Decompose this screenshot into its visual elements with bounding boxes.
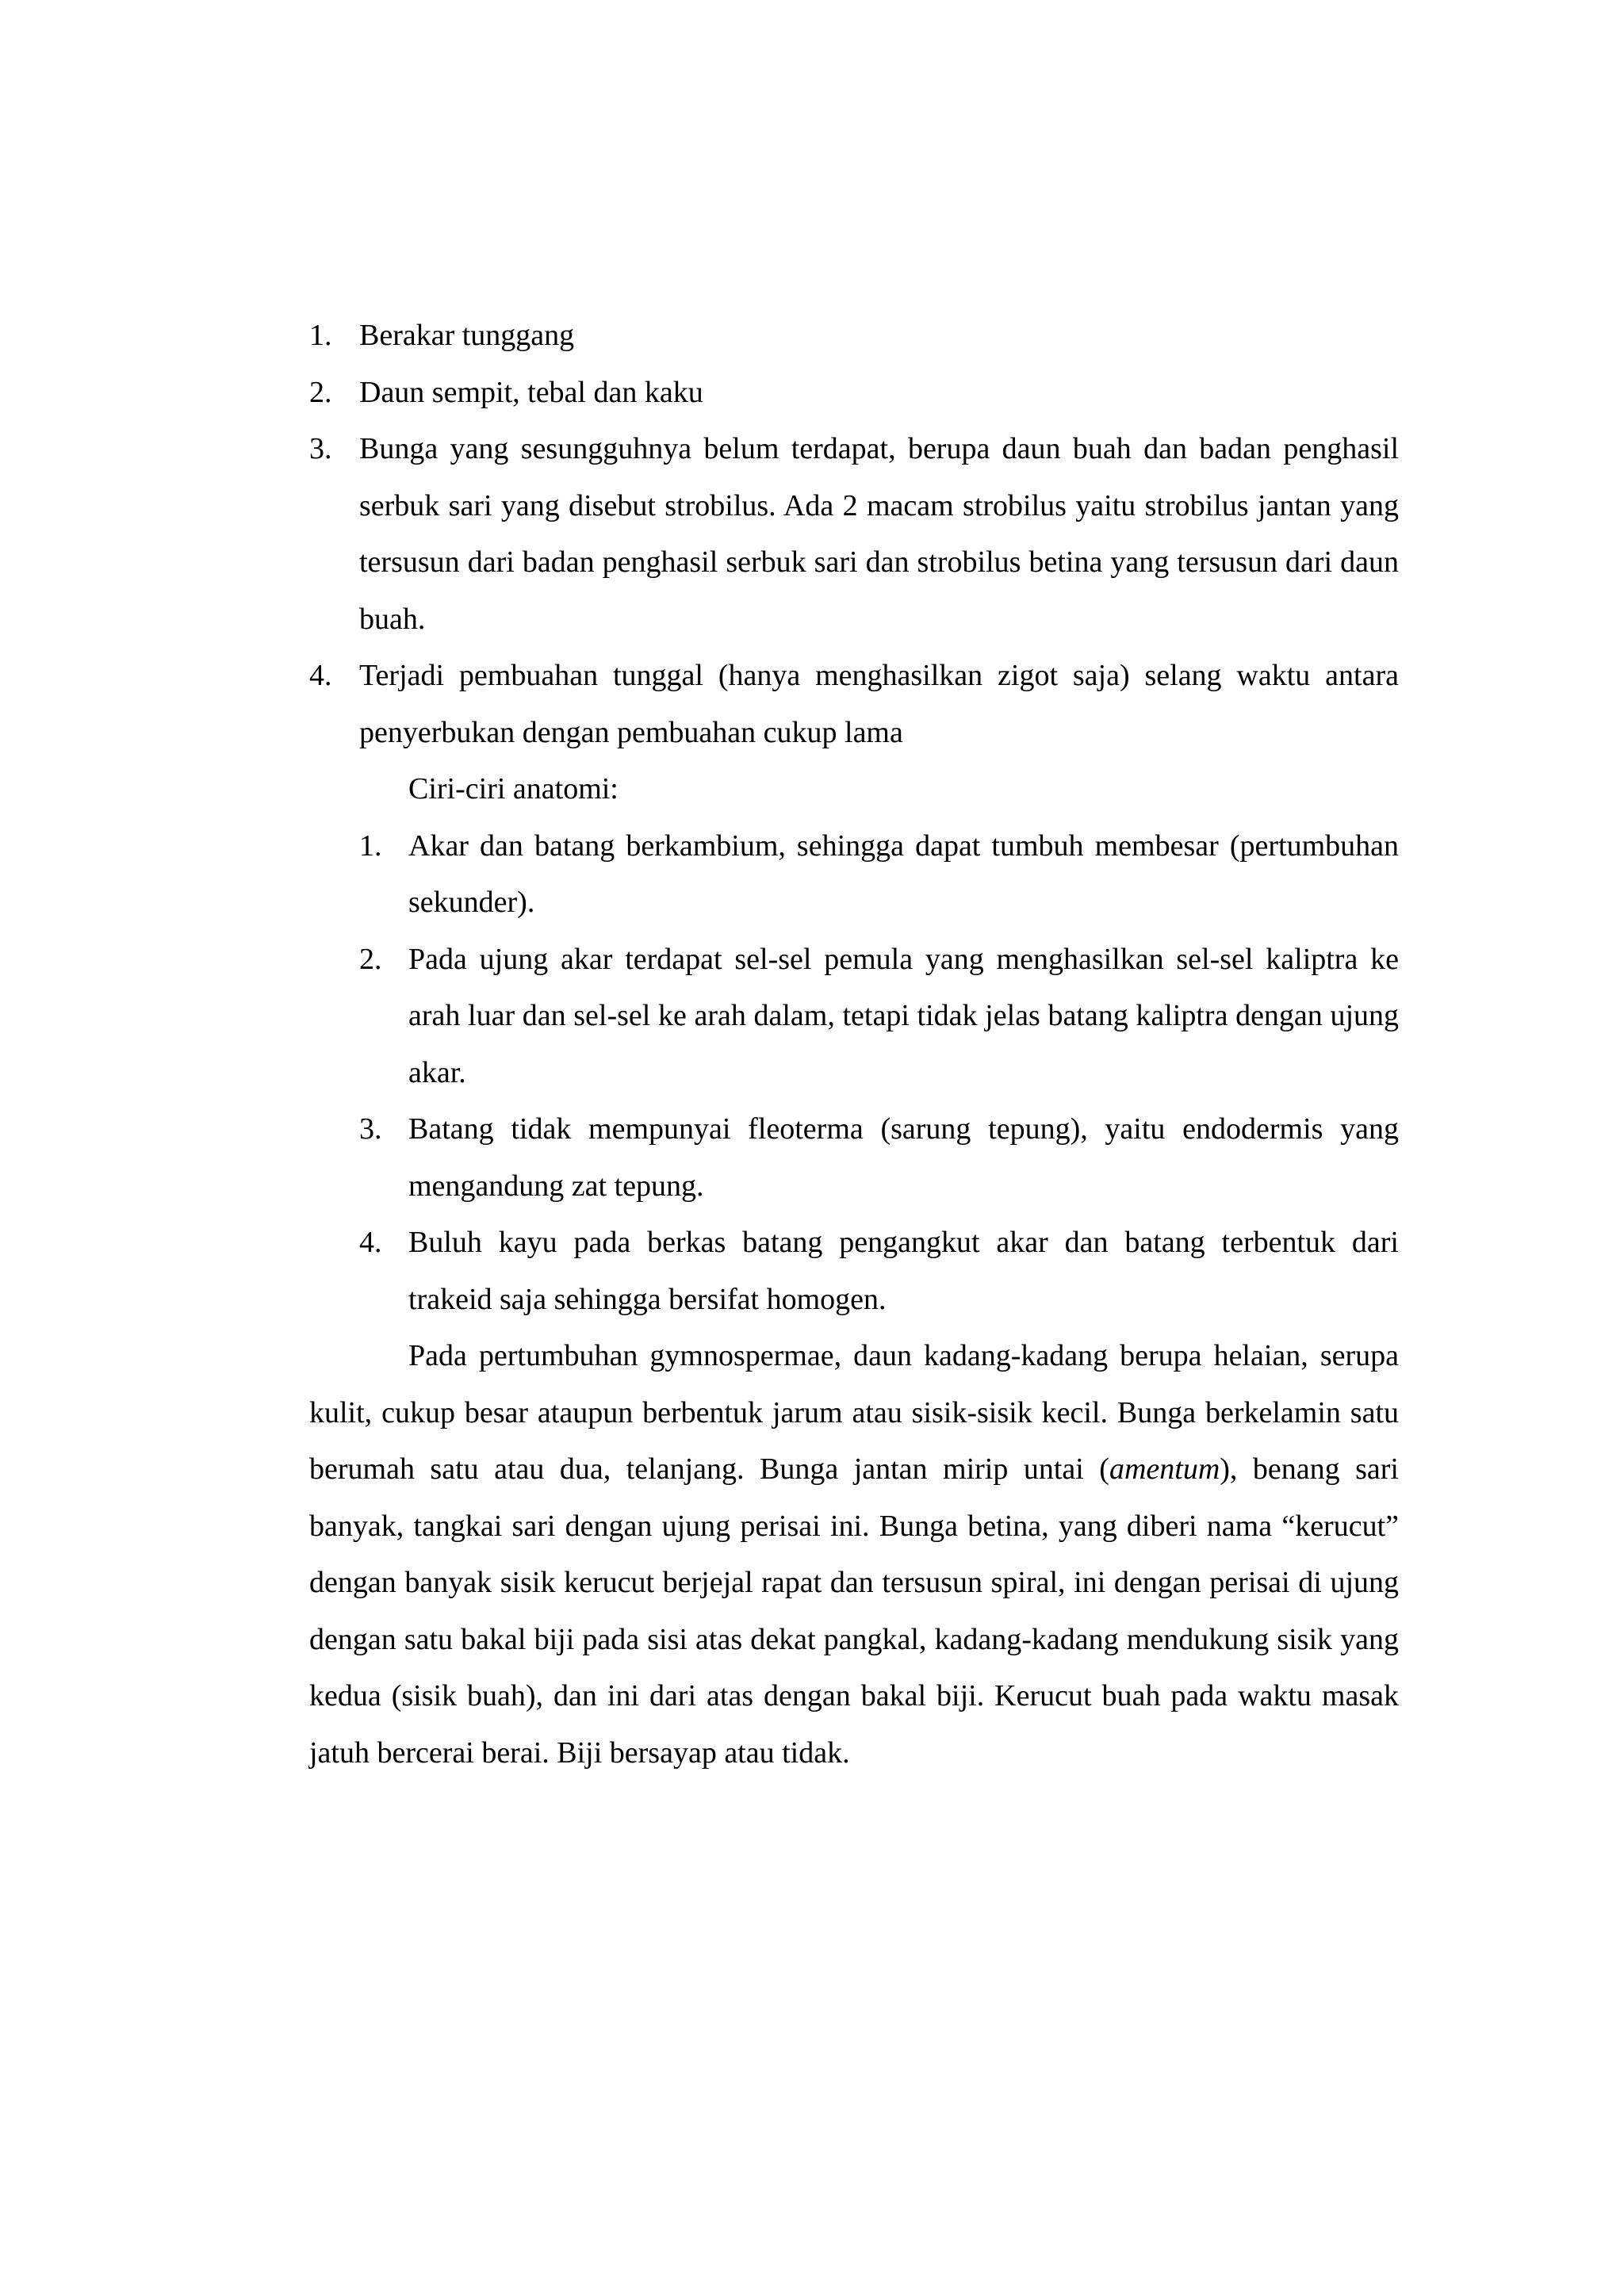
list-number: 1. [309,319,332,352]
anatomy-subheading: Ciri-ciri anatomi: [408,772,619,806]
page-content [309,308,1399,1781]
paragraph-text: ), benang sari banyak, tangkai sari dengan ujung perisai ini. Bunga betina, yang diberi nama “kerucut” dengan banyak sisik kerucut berjejal rapat dan tersusun spiral, ini dengan perisai di ujung dengan satu bakal biji pada sisi atas dekat pangkal, kadang-kadang mendukung sisik yang kedua (sisik buah), dan ini dari atas dengan bakal biji. Kerucut buah pada waktu masak jatuh bercerai berai. Biji bersayap atau tidak. [309,1452,1399,1770]
morphology-list [309,308,1399,761]
list-number: 2. [309,375,332,409]
list-item-text: Bunga yang sesungguhnya belum terdapat, berupa daun buah dan badan penghasil serbuk sari yang disebut strobilus. Ada 2 macam strobilus yaitu strobilus jantan yang tersusun dari badan penghasil serbuk sari dan strobilus betina yang tersusun dari daun buah. [359,432,1399,636]
list-item [359,932,1399,1102]
list-item [359,1101,1399,1215]
list-item [359,1215,1399,1328]
list-item [309,308,1399,365]
list-item-text: Akar dan batang berkambium, sehingga dapat tumbuh membesar (pertumbuhan sekunder). [408,828,1399,919]
list-number: 2. [359,942,382,976]
list-item-text: Pada ujung akar terdapat sel-sel pemula yang menghasilkan sel-sel kaliptra ke arah luar dan sel-sel ke arah dalam, tetapi tidak jelas batang kaliptra dengan ujung akar. [408,942,1399,1089]
list-number: 3. [359,1112,382,1146]
list-item-text: Buluh kayu pada berkas batang pengangkut akar dan batang terbentuk dari trakeid saja sehingga bersifat homogen. [408,1226,1399,1316]
list-number: 3. [309,432,332,465]
description-paragraph [309,1328,1399,1781]
list-item [309,421,1399,648]
paragraph-italic-term: amentum [1109,1452,1220,1486]
list-item-text: Batang tidak mempunyai fleoterma (sarung tepung), yaitu endodermis yang mengandung zat tepung. [408,1112,1399,1203]
anatomy-list [359,818,1399,1329]
list-item-text: Berakar tunggang [359,319,575,352]
list-item-text: Daun sempit, tebal dan kaku [359,375,703,409]
list-item [309,365,1399,422]
list-number: 4. [359,1226,382,1259]
list-item [309,648,1399,761]
paragraph-text: Pada pertumbuhan gymnospermae, daun kadang-kadang berupa helaian, serupa kulit, cukup besar ataupun berbentuk jarum atau sisik-sisik kecil. Bunga berkelamin satu berumah satu atau dua, telanjang. Bunga jantan mirip untai ( [309,1339,1399,1486]
list-item-text: Terjadi pembuahan tunggal (hanya menghasilkan zigot saja) selang waktu antara penyerbukan dengan pembuahan cukup lama [359,659,1399,749]
list-number: 4. [309,659,332,692]
list-item [359,818,1399,932]
list-number: 1. [359,828,382,863]
